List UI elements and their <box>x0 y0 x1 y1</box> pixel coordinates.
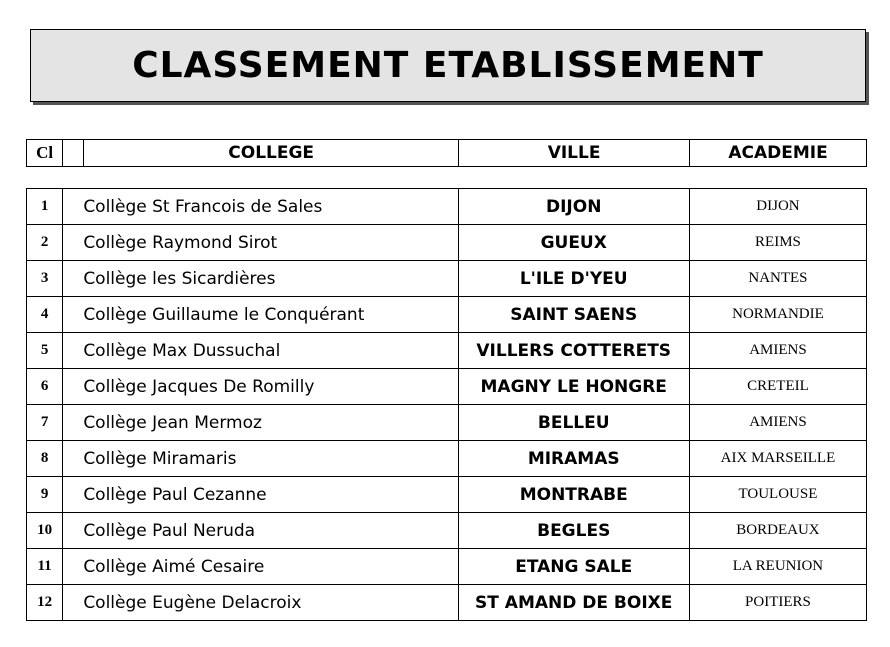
college-cell: Collège les Sicardières <box>83 261 458 297</box>
table-row <box>27 261 867 297</box>
academie-cell: NANTES <box>689 261 866 297</box>
rank-cell: 2 <box>27 225 63 261</box>
spacer-cell <box>63 585 84 621</box>
table-row <box>27 405 867 441</box>
ranking-table <box>26 188 867 621</box>
ville-cell: BELLEU <box>458 405 689 441</box>
title-banner <box>30 29 866 102</box>
academie-cell: TOULOUSE <box>689 477 866 513</box>
table-row <box>27 513 867 549</box>
header-college: COLLEGE <box>84 140 459 167</box>
table-row <box>27 297 867 333</box>
academie-cell: POITIERS <box>689 585 866 621</box>
college-cell: Collège Miramaris <box>83 441 458 477</box>
college-cell: Collège Eugène Delacroix <box>83 585 458 621</box>
header-row <box>27 140 867 167</box>
rank-cell: 4 <box>27 297 63 333</box>
academie-cell: AMIENS <box>689 405 866 441</box>
rank-cell: 12 <box>27 585 63 621</box>
rank-cell: 10 <box>27 513 63 549</box>
header-ville: VILLE <box>459 140 690 167</box>
academie-cell: LA REUNION <box>689 549 866 585</box>
spacer-cell <box>63 297 84 333</box>
ville-cell: GUEUX <box>458 225 689 261</box>
spacer-cell <box>63 549 84 585</box>
ville-cell: DIJON <box>458 189 689 225</box>
rank-cell: 7 <box>27 405 63 441</box>
academie-cell: DIJON <box>689 189 866 225</box>
ville-cell: MAGNY LE HONGRE <box>458 369 689 405</box>
ville-cell: SAINT SAENS <box>458 297 689 333</box>
academie-cell: NORMANDIE <box>689 297 866 333</box>
ville-cell: L'ILE D'YEU <box>458 261 689 297</box>
table-row <box>27 477 867 513</box>
spacer-cell <box>63 225 84 261</box>
ranking-rows <box>27 189 867 621</box>
college-cell: Collège Aimé Cesaire <box>83 549 458 585</box>
ranking-table-header <box>26 139 867 167</box>
spacer-cell <box>63 477 84 513</box>
table-row <box>27 585 867 621</box>
page-title: CLASSEMENT ETABLISSEMENT <box>132 45 764 86</box>
college-cell: Collège Jacques De Romilly <box>83 369 458 405</box>
ville-cell: BEGLES <box>458 513 689 549</box>
college-cell: Collège Guillaume le Conquérant <box>83 297 458 333</box>
header-spacer <box>63 140 84 167</box>
table-row <box>27 369 867 405</box>
spacer-cell <box>63 261 84 297</box>
college-cell: Collège Raymond Sirot <box>83 225 458 261</box>
rank-cell: 8 <box>27 441 63 477</box>
table-row <box>27 189 867 225</box>
table-row <box>27 333 867 369</box>
rank-cell: 9 <box>27 477 63 513</box>
table-row <box>27 225 867 261</box>
header-rank: Cl <box>27 140 63 167</box>
academie-cell: BORDEAUX <box>689 513 866 549</box>
rank-cell: 5 <box>27 333 63 369</box>
spacer-cell <box>63 441 84 477</box>
rank-cell: 3 <box>27 261 63 297</box>
academie-cell: AIX MARSEILLE <box>689 441 866 477</box>
spacer-cell <box>63 333 84 369</box>
rank-cell: 1 <box>27 189 63 225</box>
rank-cell: 11 <box>27 549 63 585</box>
college-cell: Collège Paul Neruda <box>83 513 458 549</box>
academie-cell: REIMS <box>689 225 866 261</box>
ville-cell: ST AMAND DE BOIXE <box>458 585 689 621</box>
ville-cell: VILLERS COTTERETS <box>458 333 689 369</box>
rank-cell: 6 <box>27 369 63 405</box>
college-cell: Collège Max Dussuchal <box>83 333 458 369</box>
spacer-cell <box>63 189 84 225</box>
college-cell: Collège Paul Cezanne <box>83 477 458 513</box>
spacer-cell <box>63 513 84 549</box>
college-cell: Collège Jean Mermoz <box>83 405 458 441</box>
table-row <box>27 549 867 585</box>
spacer-cell <box>63 405 84 441</box>
header-academie: ACADEMIE <box>690 140 867 167</box>
academie-cell: AMIENS <box>689 333 866 369</box>
spacer-cell <box>63 369 84 405</box>
academie-cell: CRETEIL <box>689 369 866 405</box>
college-cell: Collège St Francois de Sales <box>83 189 458 225</box>
ville-cell: MIRAMAS <box>458 441 689 477</box>
table-row <box>27 441 867 477</box>
ville-cell: MONTRABE <box>458 477 689 513</box>
ville-cell: ETANG SALE <box>458 549 689 585</box>
